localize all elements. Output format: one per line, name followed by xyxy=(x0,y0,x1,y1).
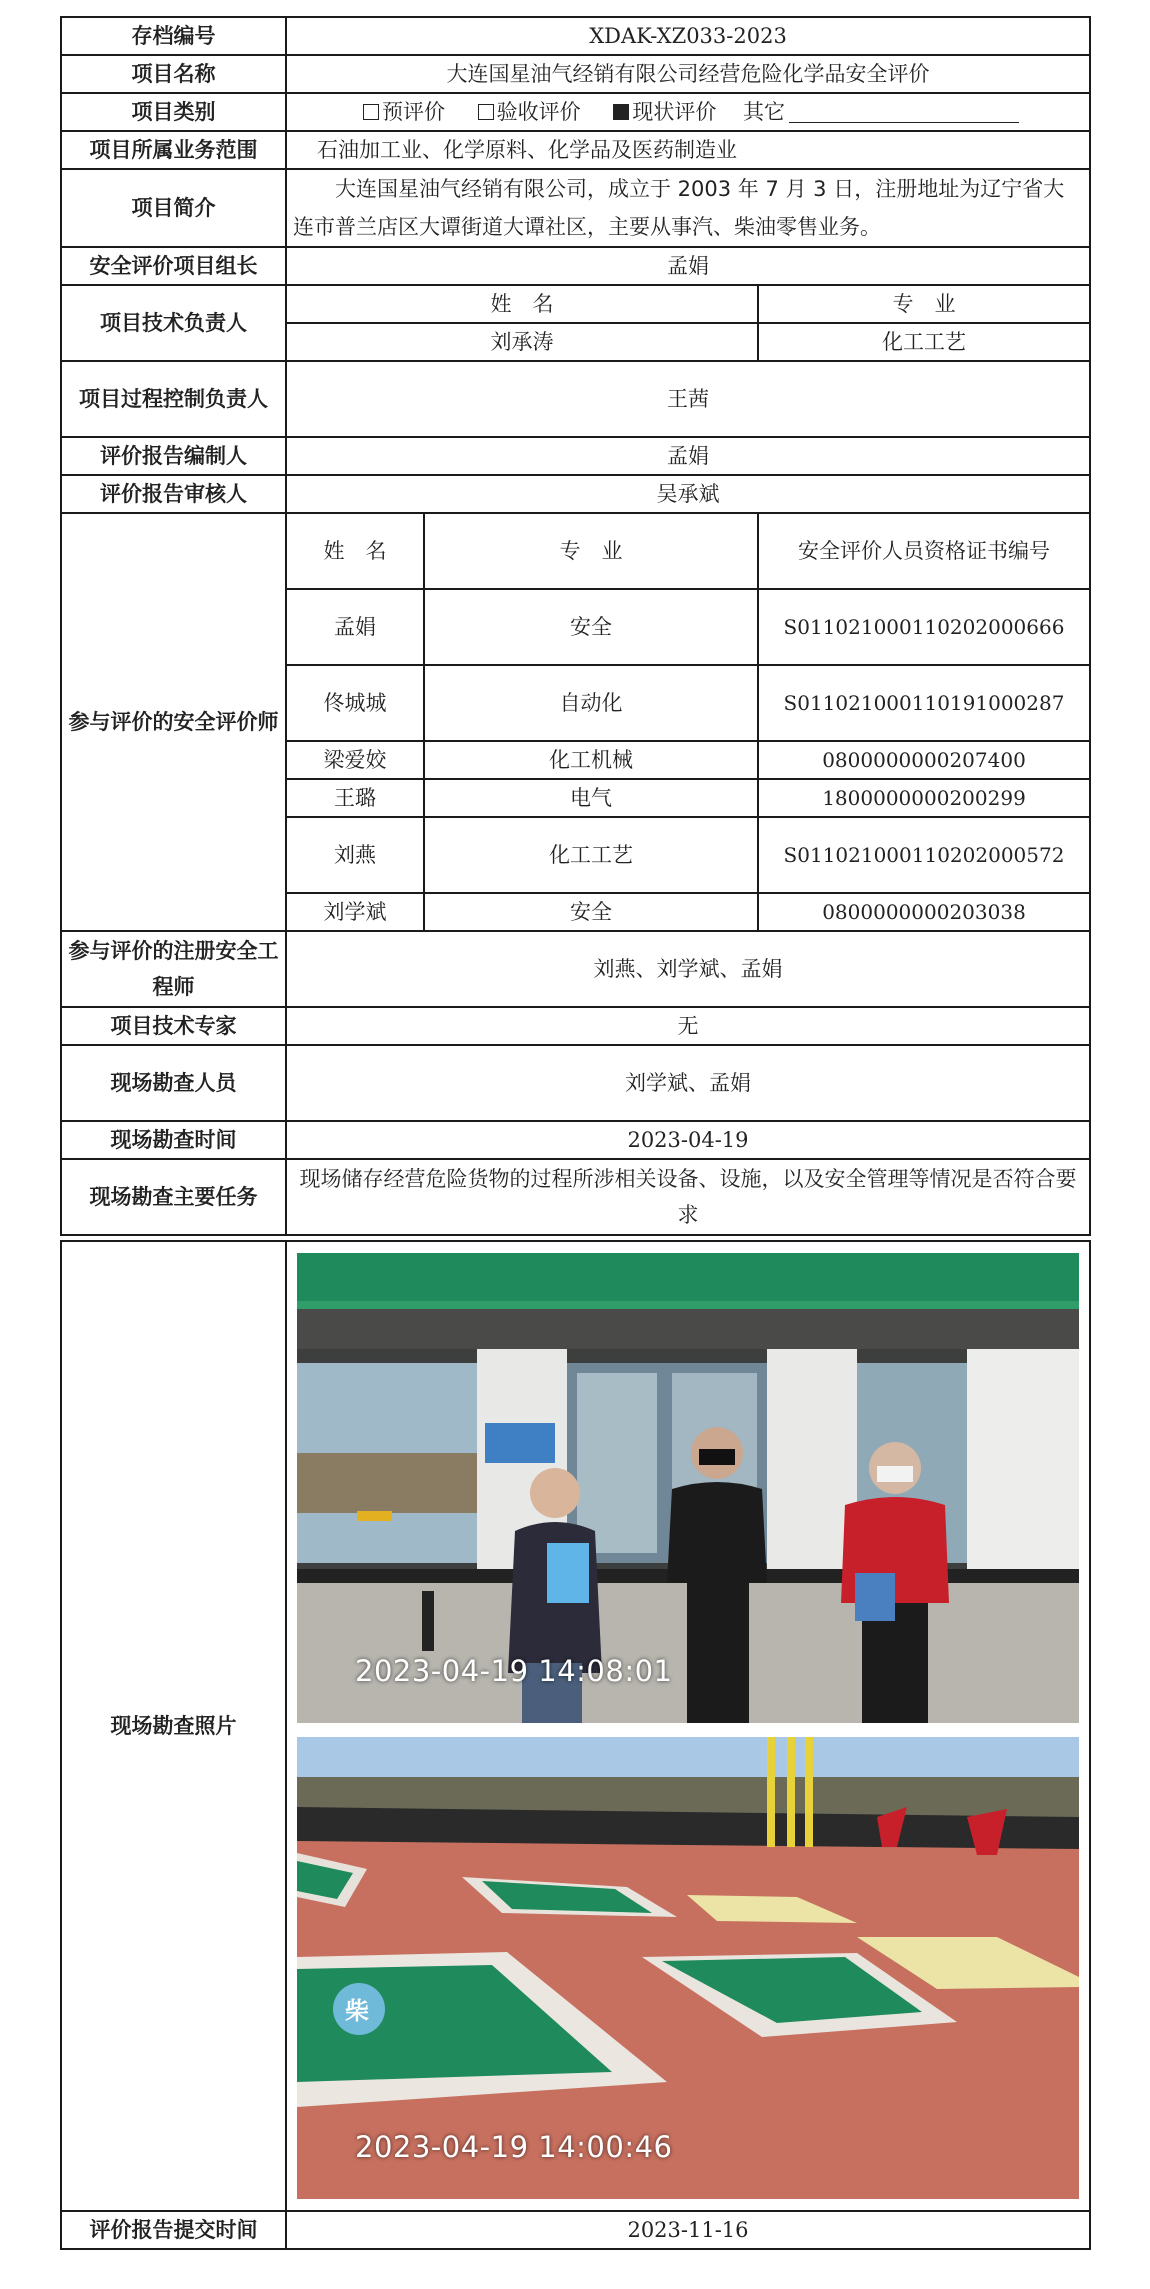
diesel-tank-mark: 柴 xyxy=(345,1997,369,2025)
reg-engineers-value: 刘燕、刘学斌、孟娟 xyxy=(286,931,1090,1007)
assessor-name: 梁爱姣 xyxy=(286,741,424,779)
team-leader-label: 安全评价项目组长 xyxy=(61,247,286,285)
submit-date-label: 评价报告提交时间 xyxy=(61,2211,286,2249)
assessor-major: 化工机械 xyxy=(424,741,758,779)
assessor-name: 王璐 xyxy=(286,779,424,817)
type-option-current[interactable] xyxy=(613,94,716,130)
submit-date-value: 2023-11-16 xyxy=(286,2211,1090,2249)
assessor-cert: 1800000000200299 xyxy=(758,779,1090,817)
type-option-current-label: 现状评价 xyxy=(632,100,717,124)
report-reviewer-label: 评价报告审核人 xyxy=(61,475,286,513)
assessor-cert: S011021000110202000572 xyxy=(758,817,1090,893)
tech-expert-label: 项目技术专家 xyxy=(61,1007,286,1045)
intro-value: 大连国星油气经销有限公司，成立于 2003 年 7 月 3 日，注册地址为辽宁省大连市普兰店区大谭街道大谭社区，主要从事汽、柴油零售业务。 xyxy=(286,169,1090,247)
assessor-name: 刘燕 xyxy=(286,817,424,893)
survey-date-value: 2023-04-19 xyxy=(286,1121,1090,1159)
project-name-value: 大连国星油气经销有限公司经营危险化学品安全评价 xyxy=(286,55,1090,93)
survey-task-label: 现场勘查主要任务 xyxy=(61,1159,286,1235)
assessor-major: 安全 xyxy=(424,893,758,931)
team-leader-value: 孟娟 xyxy=(286,247,1090,285)
project-type-options xyxy=(286,93,1090,131)
checkbox-icon xyxy=(363,104,379,120)
tech-lead-major-header: 专 业 xyxy=(758,285,1090,323)
type-option-pre-label: 预评价 xyxy=(381,100,445,124)
survey-staff-value: 刘学斌、孟娟 xyxy=(286,1045,1090,1121)
project-name-label: 项目名称 xyxy=(61,55,286,93)
assessors-major-header: 专 业 xyxy=(424,513,758,589)
tech-lead-name-header: 姓 名 xyxy=(286,285,758,323)
business-scope-label: 项目所属业务范围 xyxy=(61,131,286,169)
assessor-cert: 0800000000203038 xyxy=(758,893,1090,931)
project-type-label: 项目类别 xyxy=(61,93,286,131)
tech-lead-name: 刘承涛 xyxy=(286,323,758,361)
assessor-major: 电气 xyxy=(424,779,758,817)
assessors-name-header: 姓 名 xyxy=(286,513,424,589)
survey-photo-tanks xyxy=(297,1737,1079,2199)
process-control-value: 王茜 xyxy=(286,361,1090,437)
assessor-name: 佟城城 xyxy=(286,665,424,741)
photo-timestamp: 2023-04-19 14:08:01 xyxy=(355,1654,673,1688)
survey-task-value: 现场储存经营危险货物的过程所涉相关设备、设施，以及安全管理等情况是否符合要求 xyxy=(286,1159,1090,1235)
archive-no-value: XDAK-XZ033-2023 xyxy=(286,17,1090,55)
tech-expert-value: 无 xyxy=(286,1007,1090,1045)
other-blank-line xyxy=(789,99,1019,123)
assessors-cert-header: 安全评价人员资格证书编号 xyxy=(758,513,1090,589)
assessors-label: 参与评价的安全评价师 xyxy=(61,513,286,931)
info-table xyxy=(60,16,1091,1236)
assessor-major: 化工工艺 xyxy=(424,817,758,893)
reg-engineers-label: 参与评价的注册安全工程师 xyxy=(61,931,286,1007)
survey-date-label: 现场勘查时间 xyxy=(61,1121,286,1159)
checkbox-icon xyxy=(478,104,494,120)
archive-no-label: 存档编号 xyxy=(61,17,286,55)
assessor-name: 刘学斌 xyxy=(286,893,424,931)
type-option-acceptance-label: 验收评价 xyxy=(496,100,581,124)
checkbox-checked-icon xyxy=(613,104,629,120)
tech-lead-major: 化工工艺 xyxy=(758,323,1090,361)
report-reviewer-value: 吴承斌 xyxy=(286,475,1090,513)
type-option-other-label: 其它 xyxy=(743,100,786,124)
photos-table xyxy=(60,1240,1091,2250)
assessor-cert: S011021000110202000666 xyxy=(758,589,1090,665)
intro-label: 项目简介 xyxy=(61,169,286,247)
assessor-cert: 0800000000207400 xyxy=(758,741,1090,779)
report-author-label: 评价报告编制人 xyxy=(61,437,286,475)
photo-timestamp: 2023-04-19 14:00:46 xyxy=(355,2130,673,2164)
assessor-major: 安全 xyxy=(424,589,758,665)
business-scope-value: 石油加工业、化学原料、化学品及医药制造业 xyxy=(286,131,1090,169)
type-option-pre[interactable] xyxy=(363,94,445,130)
process-control-label: 项目过程控制负责人 xyxy=(61,361,286,437)
tech-lead-label: 项目技术负责人 xyxy=(61,285,286,361)
survey-photo-staff xyxy=(297,1253,1079,1723)
survey-photos-label: 现场勘查照片 xyxy=(61,1241,286,2211)
assessor-cert: S011021000110191000287 xyxy=(758,665,1090,741)
report-author-value: 孟娟 xyxy=(286,437,1090,475)
survey-staff-label: 现场勘查人员 xyxy=(61,1045,286,1121)
type-option-acceptance[interactable] xyxy=(478,94,581,130)
assessor-name: 孟娟 xyxy=(286,589,424,665)
assessor-major: 自动化 xyxy=(424,665,758,741)
